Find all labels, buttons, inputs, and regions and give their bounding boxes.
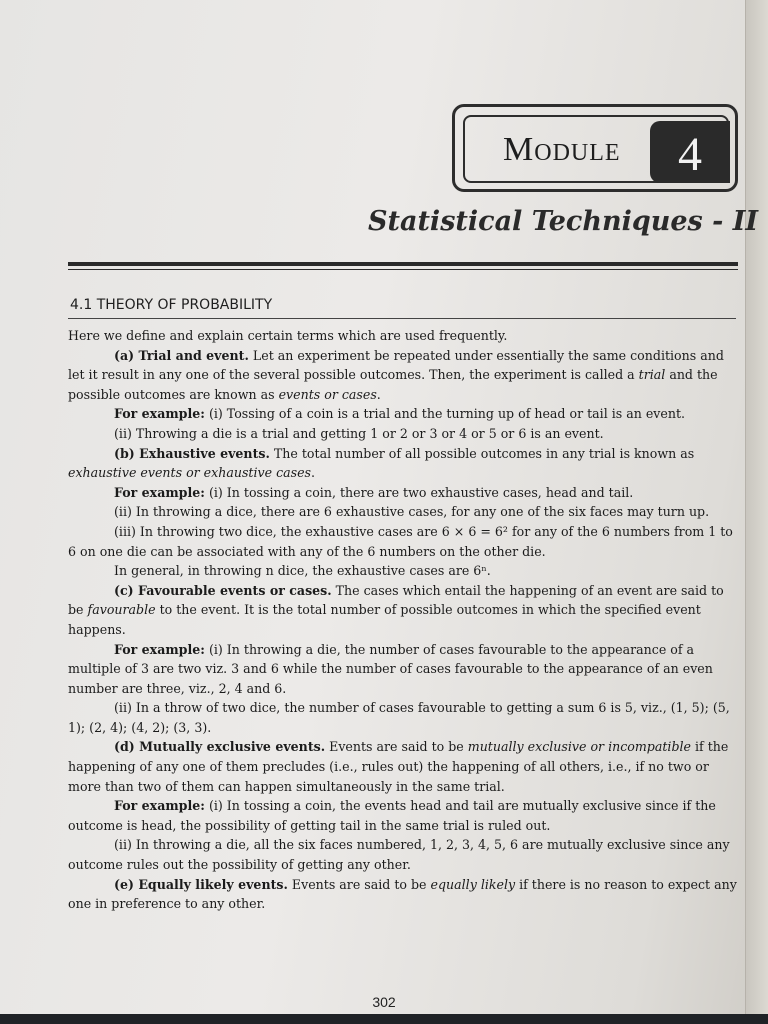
exhaustive-general: In general, in throwing n dice, the exhaustive cases are 6ⁿ. — [114, 563, 491, 579]
section-rule — [68, 318, 736, 319]
section-heading: 4.1 THEORY OF PROBABILITY — [70, 297, 273, 313]
paragraph-trial-event: (a) Trial and event. Let an experiment be repeated under essentially the same conditions and let it result in any one of the several possible outcomes. Then, the experiment is called a trial and the possible outcomes are known as events or cases. — [68, 347, 724, 402]
paragraph-equally-likely: (e) Equally likely events. Events are said to be equally likely if there is no reason to expect any one in preference to any other. — [68, 876, 737, 912]
page-bottom-shadow — [0, 1014, 768, 1024]
example-favourable-2: (ii) In a throw of two dice, the number of cases favourable to getting a sum 6 is 5, viz., (1, 5); (5, 1); (2, 4); (4, 2); (3, 3). — [68, 700, 730, 735]
body-text — [68, 326, 738, 914]
paragraph-mutually-exclusive: (d) Mutually exclusive events. Events are said to be mutually exclusive or incompatible if the happening of any one of them precludes (i.e., rules out) the happening of all others, i.e., if no two or more than two of them can happen simultaneously in the same trial. — [68, 739, 729, 794]
module-number-box — [650, 121, 730, 183]
title-rule-thick — [68, 262, 738, 266]
title-rule-thin — [68, 269, 738, 270]
example-exhaustive-2: (ii) In throwing a dice, there are 6 exhaustive cases, for any one of the six faces may turn up. — [114, 504, 710, 520]
example-exhaustive-1: For example: (i) In tossing a coin, there are two exhaustive cases, head and tail. — [114, 484, 634, 500]
page-number: 302 — [372, 994, 396, 1010]
example-trial-2: (ii) Throwing a die is a trial and getting 1 or 2 or 3 or 4 or 5 or 6 is an event. — [114, 425, 604, 441]
example-exclusive-1: For example: (i) In tossing a coin, the events head and tail are mutually exclusive since if the outcome is head, the possibility of getting tail in the same trial is ruled out. — [68, 798, 716, 833]
intro-paragraph: Here we define and explain certain terms which are used frequently. — [68, 328, 508, 343]
module-banner-inner — [463, 115, 729, 183]
paragraph-favourable-events: (c) Favourable events or cases. The cases which entail the happening of an event are said to be favourable to the event. It is the total number of possible outcomes in which the specified event happens. — [68, 582, 724, 637]
module-number: 4 — [678, 128, 702, 181]
adjacent-page-edge — [745, 0, 768, 1024]
example-exhaustive-3: (iii) In throwing two dice, the exhaustive cases are 6 × 6 = 6² for any of the 6 numbers from 1 to 6 on one die can be associated with any of the 6 numbers on the other die. — [68, 523, 733, 559]
module-word: Module — [503, 131, 621, 168]
module-banner — [452, 104, 738, 192]
paragraph-exhaustive-events: (b) Exhaustive events. The total number of all possible outcomes in any trial is known as exhaustive events or exhaustive cases. — [68, 445, 695, 481]
example-exclusive-2: (ii) In throwing a die, all the six faces numbered, 1, 2, 3, 4, 5, 6 are mutually exclusive since any outcome rules out the possibility of getting any other. — [68, 837, 730, 873]
chapter-title: Statistical Techniques - II — [368, 206, 758, 237]
example-trial-1: For example: (i) Tossing of a coin is a trial and the turning up of head or tail is an event. — [114, 406, 686, 422]
example-favourable-1: For example: (i) In throwing a die, the number of cases favourable to the appearance of a multiple of 3 are two viz. 3 and 6 while the number of cases favourable to the appearance of an even number are three, viz., 2, 4 and 6. — [68, 641, 713, 696]
